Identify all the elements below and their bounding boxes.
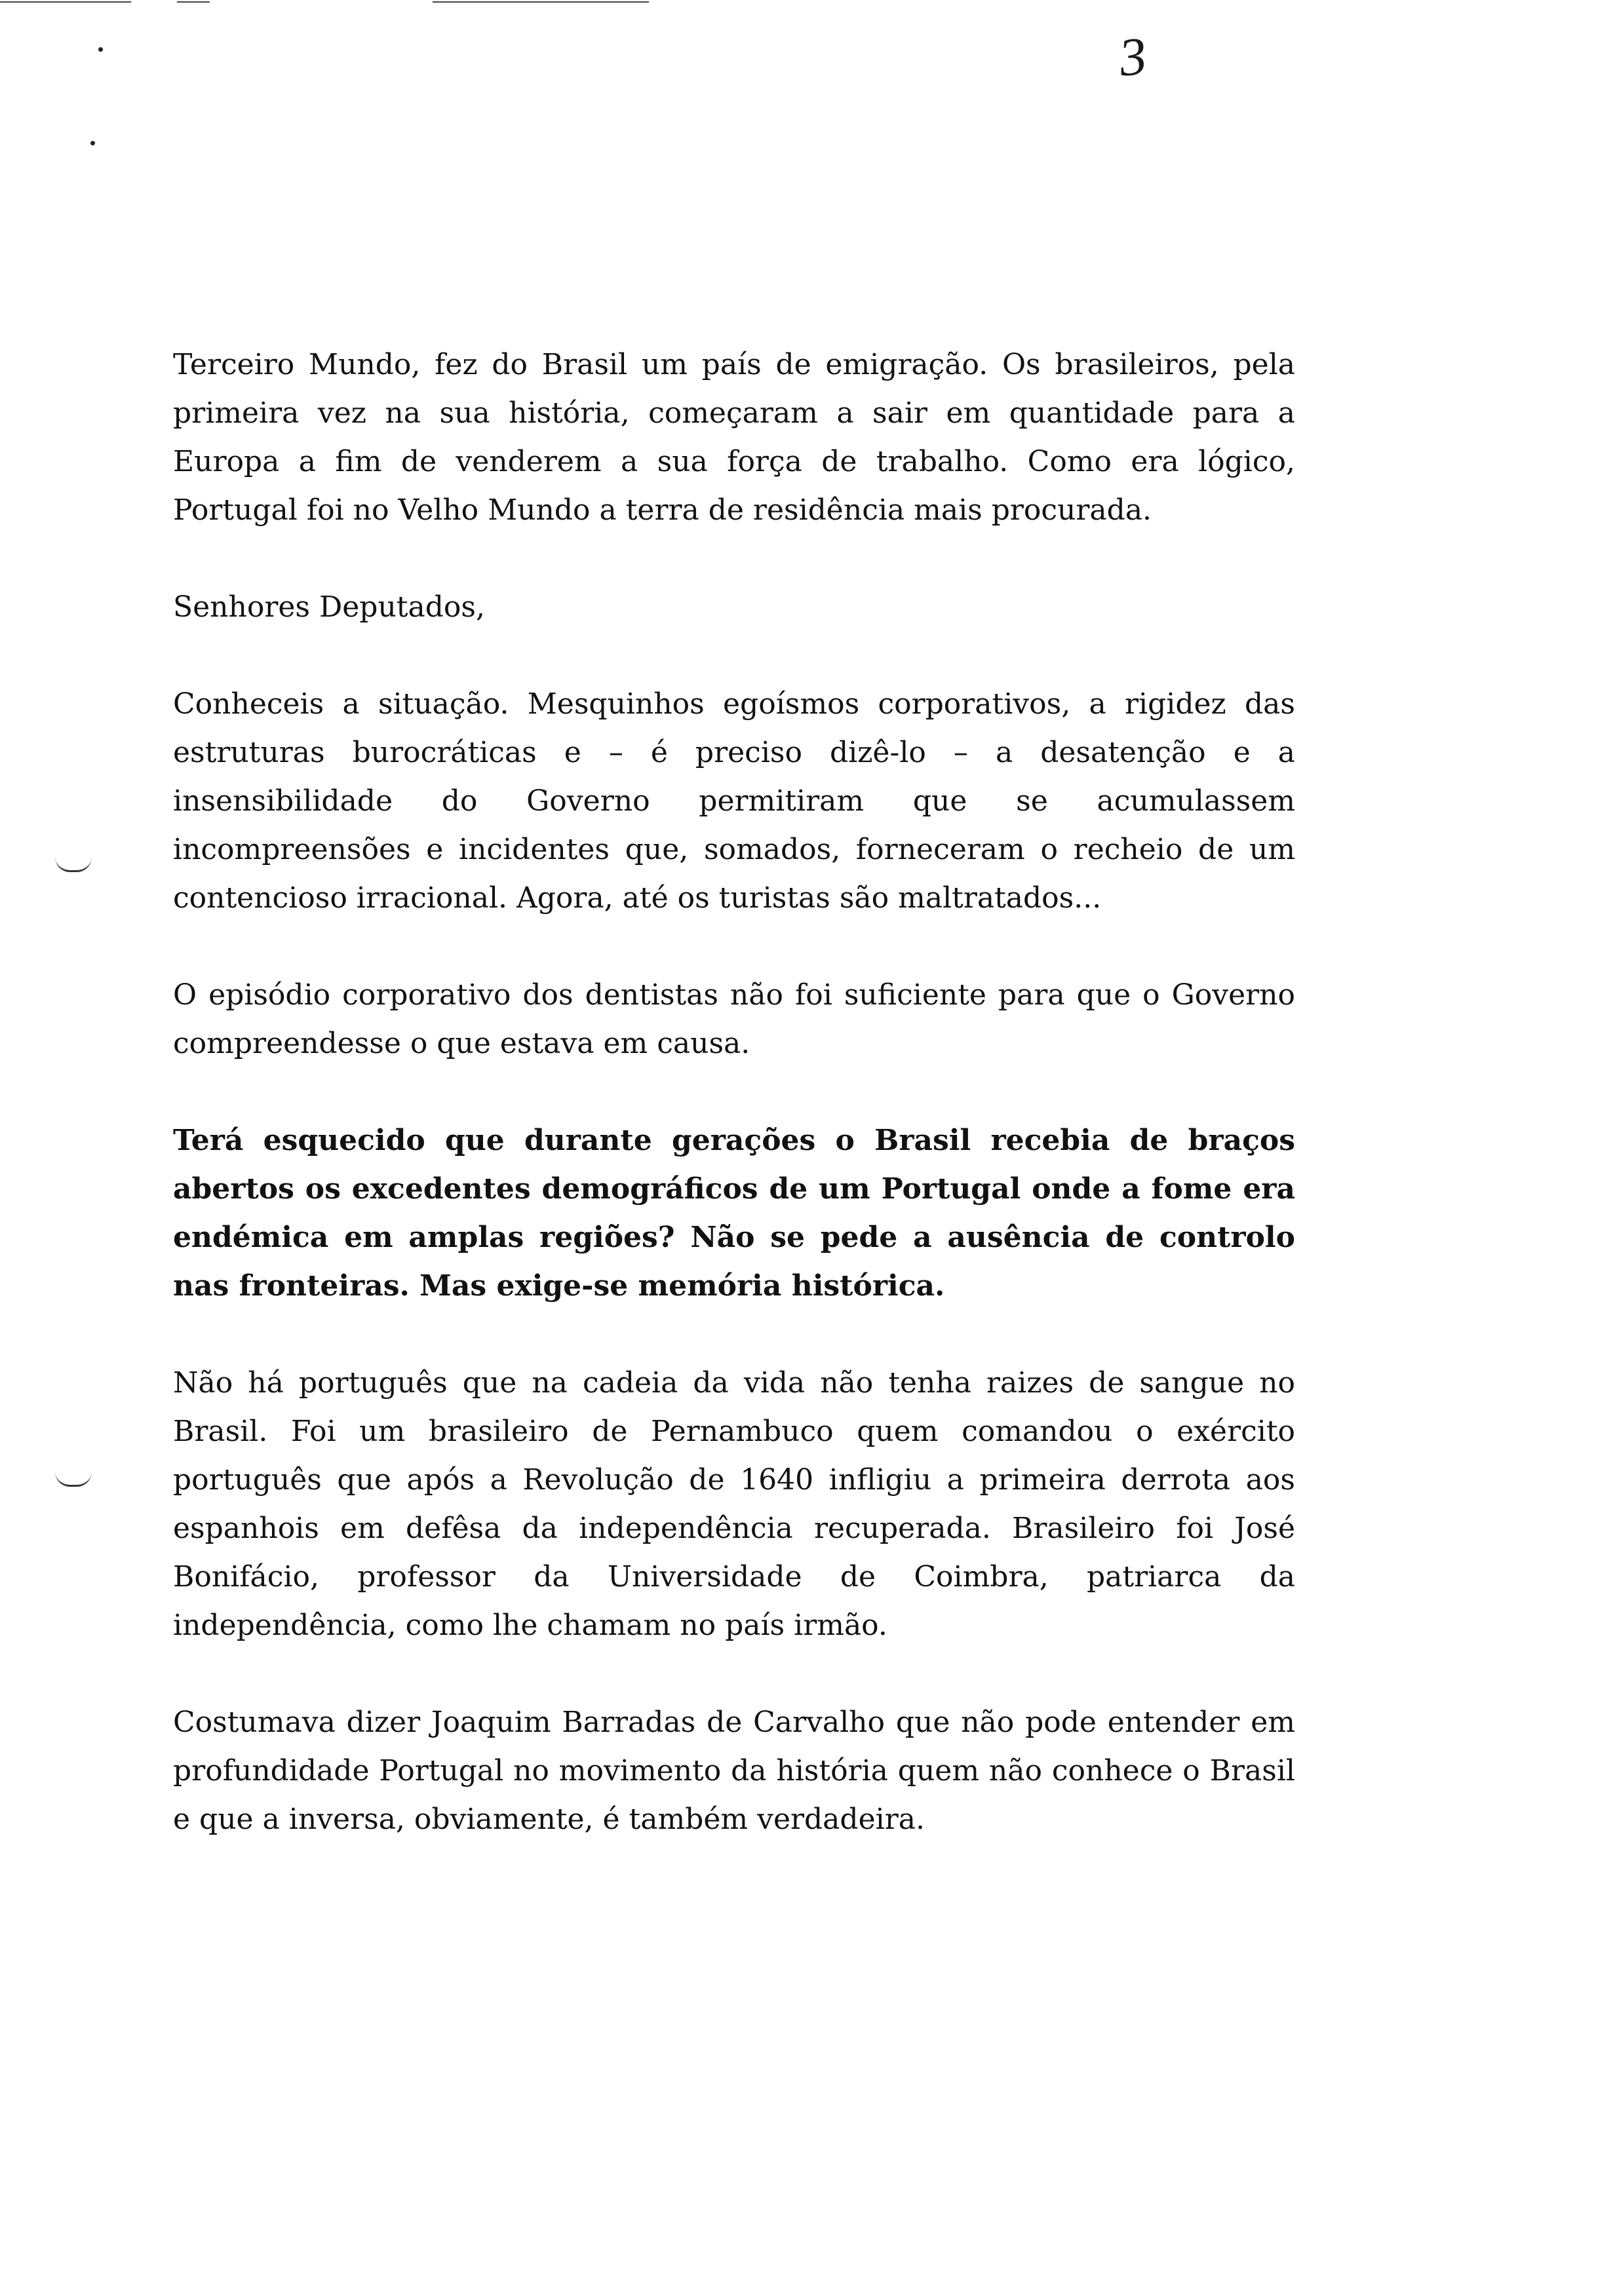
punch-hole-mark — [90, 141, 95, 145]
margin-tick-mark — [55, 857, 92, 872]
document-body — [173, 341, 1295, 1844]
paragraph: Conheceis a situação. Mesquinhos egoísmos corporativos, a rigidez das estruturas burocráticas e – é preciso dizê-lo – a desatenção e a insensibilidade do Governo permitiram que se acumulassem incompreensões e incidentes que, somados, forneceram o recheio de um contencioso irracional. Agora, até os turistas são maltratados... — [173, 687, 1295, 915]
paragraph: Terá esquecido que durante gerações o Brasil recebia de braços abertos os excedentes demográficos de um Portugal onde a fome era endémica em amplas regiões? Não se pede a ausência de controlo nas fronteiras. Mas exige-se memória histórica. — [173, 1124, 1295, 1303]
top-edge-rule — [177, 1, 210, 3]
top-edge-rule — [0, 1, 131, 3]
paragraph: Terceiro Mundo, fez do Brasil um país de emigração. Os brasileiros, pela primeira vez na sua história, começaram a sair em quantidade para a Europa a fim de venderem a sua força de trabalho. Como era lógico, Portugal foi no Velho Mundo a terra de residência mais procurada. — [173, 348, 1295, 527]
paragraph: Costumava dizer Joaquim Barradas de Carvalho que não pode entender em profundidade Portugal no movimento da história quem não conhece o Brasil e que a inversa, obviamente, é também verdadeira. — [173, 1706, 1295, 1836]
top-edge-rule — [433, 1, 649, 3]
page-number: 3 — [1116, 26, 1150, 88]
punch-hole-mark — [98, 47, 103, 52]
margin-tick-mark — [55, 1472, 92, 1487]
salutation: Senhores Deputados, — [173, 590, 485, 624]
paragraph: Não há português que na cadeia da vida não tenha raizes de sangue no Brasil. Foi um brasileiro de Pernambuco quem comandou o exército português que após a Revolução de 1640 infligiu a primeira derrota aos espanhois em defêsa da independência recuperada. Brasileiro foi José Bonifácio, professor da Universidade de Coimbra, patriarca da independência, como lhe chamam no país irmão. — [173, 1366, 1295, 1642]
paragraph: O episódio corporativo dos dentistas não foi suficiente para que o Governo compreendesse o que estava em causa. — [173, 978, 1295, 1060]
